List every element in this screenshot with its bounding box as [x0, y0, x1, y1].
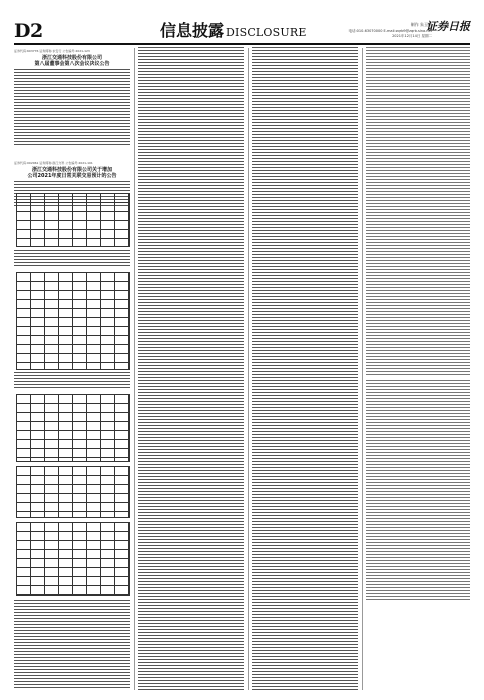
date-line: 2021年12月14日 星期二: [392, 34, 432, 38]
table-notes: [14, 372, 130, 390]
announcement-title-line: 公司2021年度日常关联交易预计的公告: [27, 173, 117, 179]
masthead: [14, 20, 470, 42]
contact-line: 电话:010-63070000 E-mail:zqrb9@zqrb.sina.net: [348, 29, 432, 33]
section-title-cn: 信息披露: [160, 21, 225, 40]
editors-line: 制作 朱玉霞: [410, 22, 432, 27]
announcement-title-line: 浙江交通科技股份有限公司关于增加: [31, 167, 112, 173]
masthead-rule: [14, 43, 470, 45]
page-number: D2: [14, 20, 43, 42]
data-table: [16, 522, 130, 596]
data-table: [16, 394, 130, 462]
announcement-code-line: 证券代码:002061 证券简称:浙江交科 公告编号:2021-101: [14, 161, 93, 165]
column-divider: [134, 48, 135, 690]
newspaper-logo: 证券日报: [426, 20, 470, 33]
announcement-title: [14, 167, 130, 179]
column-2: [138, 47, 244, 692]
data-table: [16, 193, 130, 247]
section-title: [160, 21, 307, 43]
column-4: [366, 47, 470, 377]
announcement-title-line: 浙江交通科技股份有限公司: [41, 55, 102, 61]
column-divider: [248, 48, 249, 690]
announcement-title-line: 第八届董事会第八次会议决议公告: [34, 61, 110, 67]
announcement-code-line: 证券代码:603776 证券简称:永安行 公告编号:2021-123: [14, 49, 90, 53]
announcement-title: [14, 55, 130, 67]
column-3: [252, 47, 358, 692]
announcement-body: [14, 600, 130, 688]
data-table: [16, 466, 130, 518]
table-notes: [14, 250, 130, 268]
data-table: [16, 272, 130, 370]
announcement-body: [14, 69, 130, 147]
section-title-en: DISCLOSURE: [226, 26, 307, 39]
column-divider: [362, 48, 363, 690]
column-4-continued: [366, 380, 470, 600]
